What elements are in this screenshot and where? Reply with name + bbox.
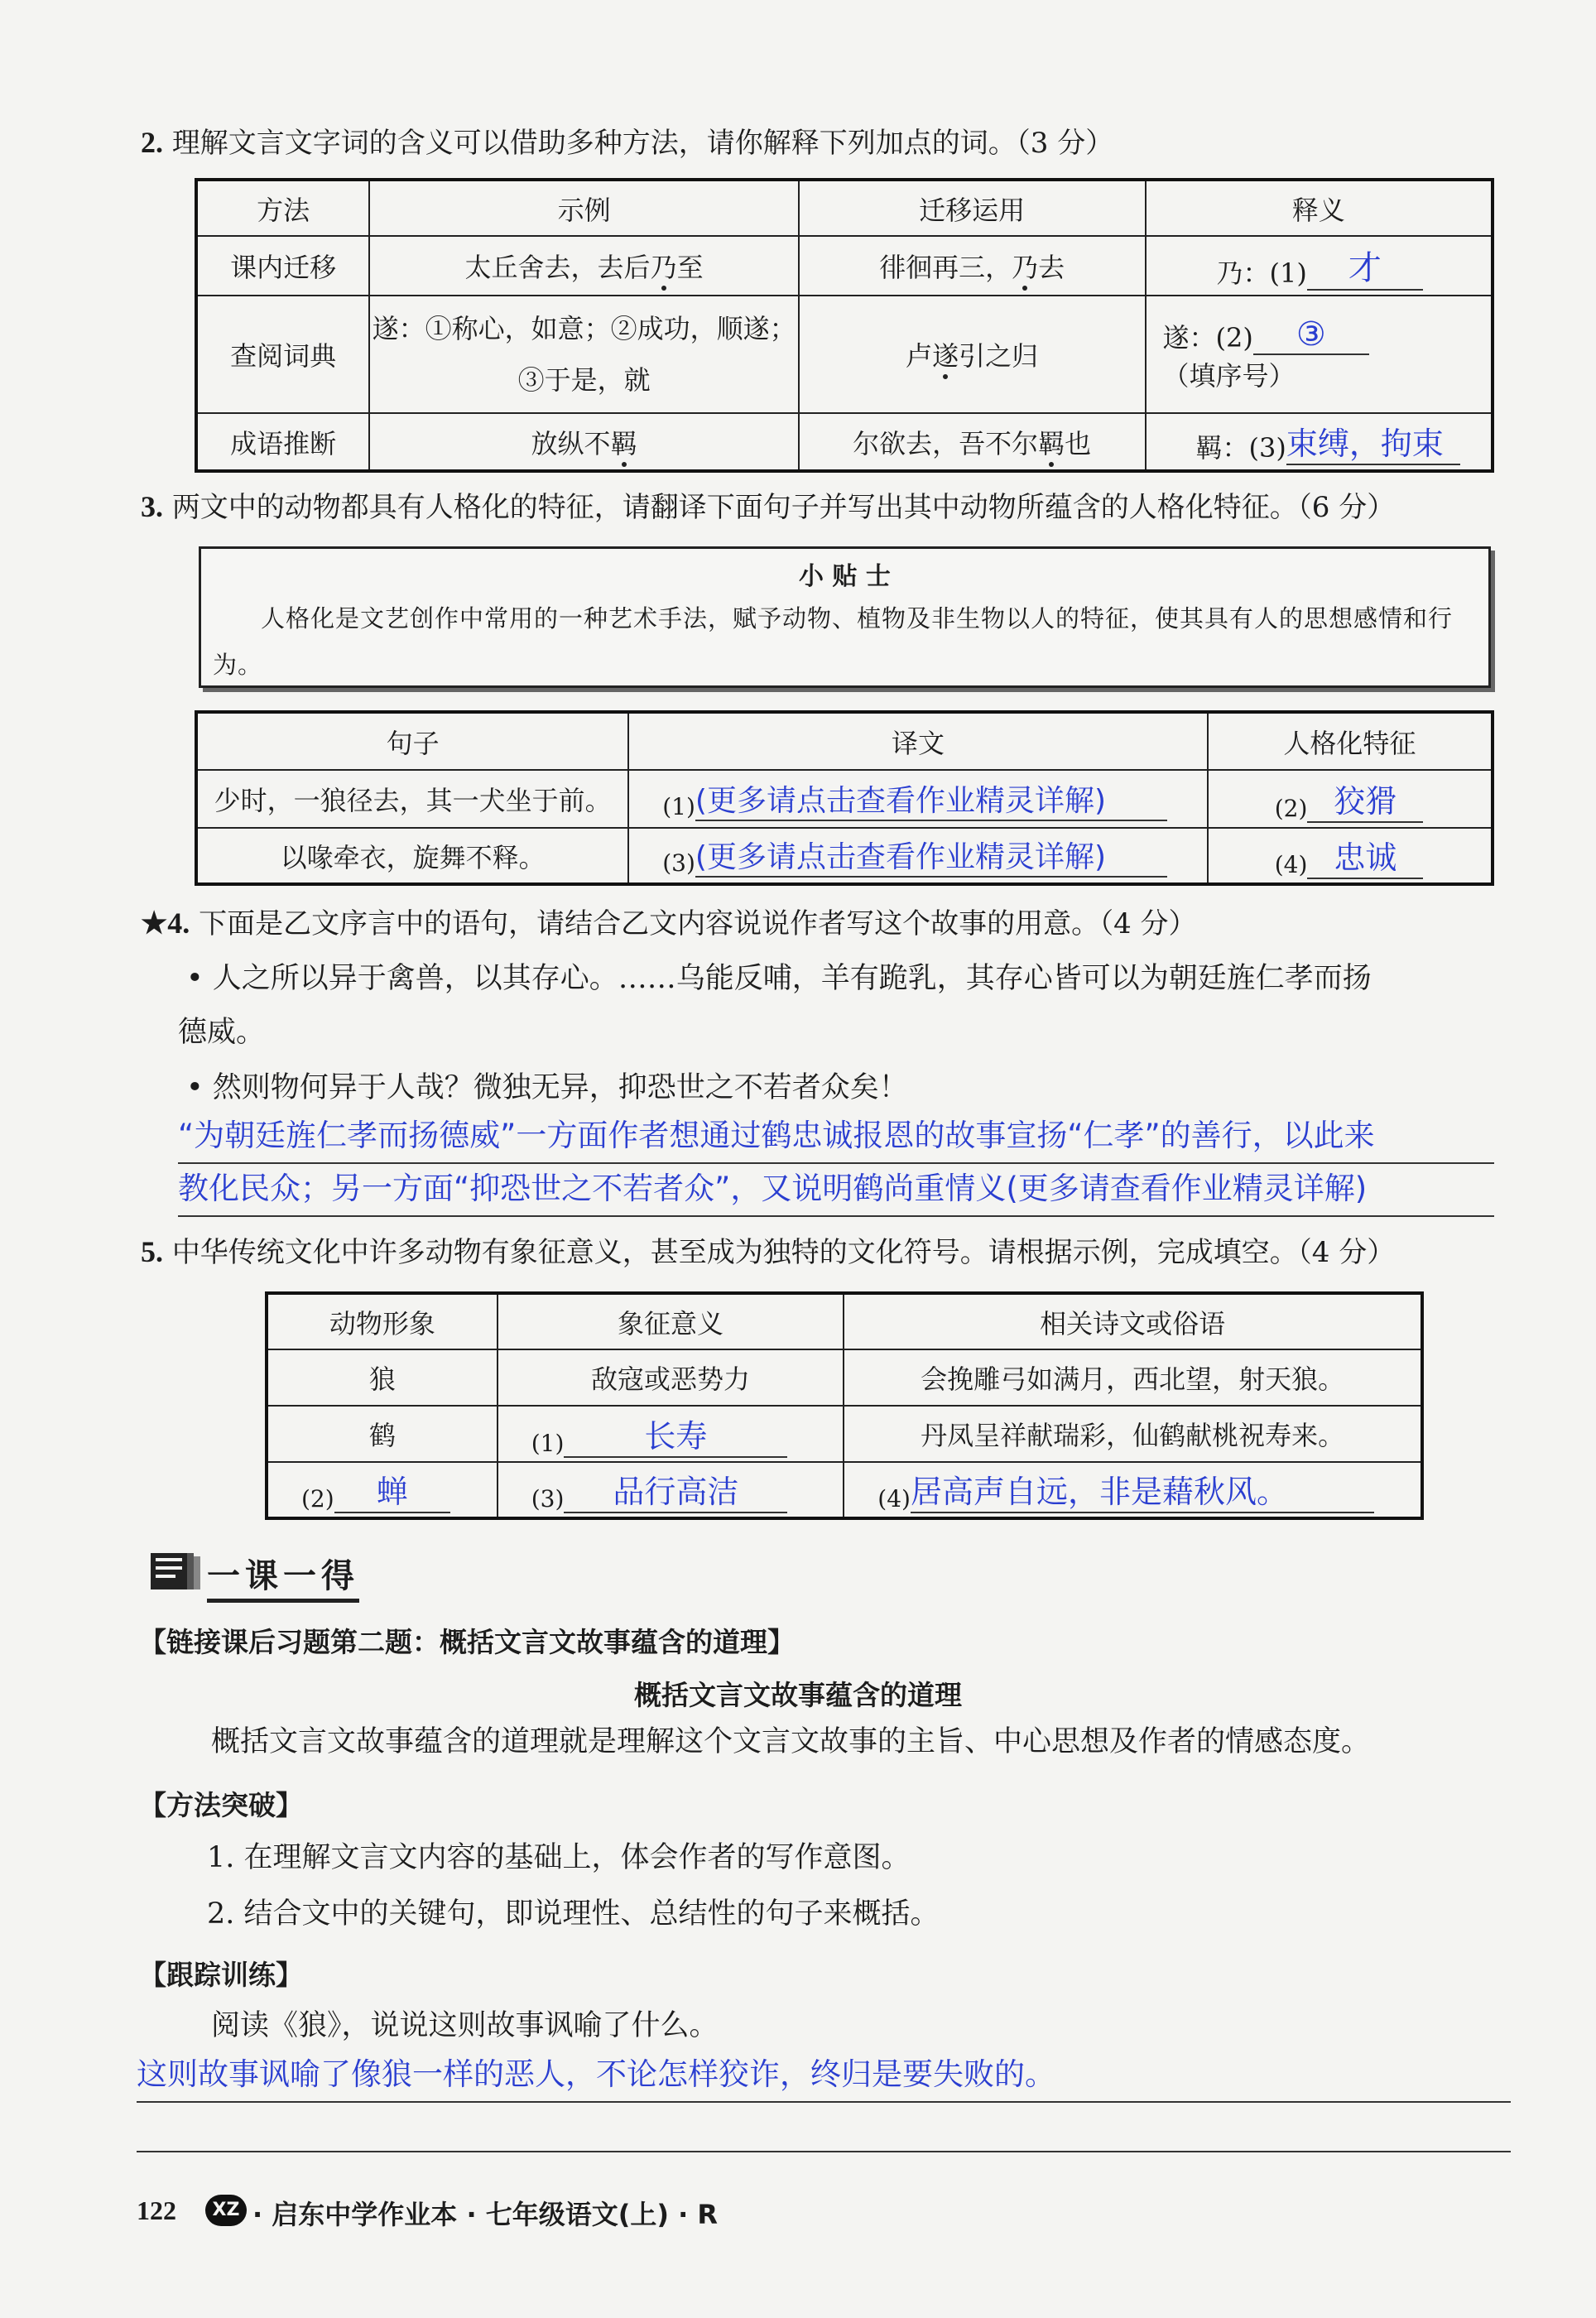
- q5-meaning-cell: (1) 长寿: [498, 1406, 844, 1462]
- q4-quote-1-cont: 德威。: [178, 1016, 266, 1049]
- q2-method: 成语推断: [196, 413, 369, 471]
- method-label: 【方法突破】: [139, 1789, 303, 1821]
- q2-example: 放纵不羁: [369, 413, 798, 471]
- practice-answer: 这则故事讽喻了像狼一样的恶人，不论怎样狡诈，终归是要失败的。: [137, 2051, 1511, 2103]
- q3-answer-1[interactable]: (更多请点击查看作业精灵详解): [695, 783, 1107, 818]
- q3-feature-cell: (2) 狡猾: [1208, 770, 1493, 828]
- q2-answer-cell: 乃：(1) 才: [1146, 236, 1493, 296]
- q2-answer-3: 束缚，拘束: [1286, 426, 1444, 462]
- q2-header-row: [196, 180, 1493, 236]
- footer-title: · 启东中学作业本 · 七年级语文(上) · R: [252, 2199, 719, 2230]
- q3-sentence: 以喙牵衣，旋舞不释。: [196, 828, 628, 884]
- q4-prompt: ★4. 下面是乙文序言中的语句，请结合乙文内容说说作者写这个故事的用意。（4 分）: [141, 907, 1197, 940]
- q4-quote-1: • 人之所以异于禽兽，以其存心。……乌能反哺，羊有跪乳，其存心皆可以为朝廷旌仁孝而扬: [186, 962, 1372, 995]
- q5-animal: 鹤: [267, 1406, 498, 1462]
- q5-poem: 丹凤呈祥献瑞彩，仙鹤献桃祝寿来。: [844, 1406, 1422, 1462]
- method-item: 2. 结合文中的关键句，即说理性、总结性的句子来概括。: [207, 1897, 940, 1931]
- emphasis-char: 羁: [610, 427, 637, 459]
- q3-feature-cell: (4) 忠诚: [1208, 828, 1493, 884]
- q3-sentence: 少时，一狼径去，其一犬坐于前。: [196, 770, 628, 828]
- q2-row: [196, 236, 1493, 296]
- q3-table: [195, 710, 1494, 886]
- q3-translation-cell: (3)(更多请点击查看作业精灵详解): [628, 828, 1207, 884]
- q2-transfer: 徘徊再三，乃去: [799, 236, 1146, 296]
- q2-method: 课内迁移: [196, 236, 369, 296]
- q3-row: [196, 828, 1493, 884]
- lesson-header: [147, 1548, 205, 1598]
- q2-row: [196, 296, 1493, 413]
- q2-row: [196, 413, 1493, 471]
- q2-answer-cell: 遂：(2) ③（填序号）: [1146, 296, 1493, 413]
- q2-table: [195, 178, 1494, 473]
- q2-example: 遂：①称心，如意；②成功，顺遂； ③于是，就: [369, 296, 798, 413]
- xz-logo: XZ: [205, 2195, 247, 2226]
- lesson-intro: 概括文言文故事蕴含的道理就是理解这个文言文故事的主旨、中心思想及作者的情感态度。: [211, 1725, 1371, 1758]
- q3-answer-2: 狡猾: [1334, 782, 1397, 820]
- page-number: 122: [137, 2195, 176, 2225]
- q5-meaning-cell: (3) 品行高洁: [498, 1462, 844, 1518]
- q3-header: 译文: [628, 712, 1207, 770]
- q5-header-row: [267, 1293, 1422, 1349]
- practice-question: 阅读《狼》，说说这则故事讽喻了什么。: [211, 2009, 719, 2042]
- q3-row: [196, 770, 1493, 828]
- q5-animal-cell: (2) 蝉: [267, 1462, 498, 1518]
- q5-answer-4: 居高声自远，非是藉秋风。: [910, 1474, 1288, 1510]
- emphasis-char: 羁: [1038, 427, 1065, 459]
- q5-poem: 会挽雕弓如满月，西北望，射天狼。: [844, 1349, 1422, 1406]
- practice-label: 【跟踪训练】: [139, 1959, 303, 1991]
- method-item: 1. 在理解文言文内容的基础上，体会作者的写作意图。: [207, 1841, 911, 1874]
- q4-answer-line-2[interactable]: 教化民众；另一方面“抑恐世之不若者众”，又说明鹤尚重情义(更多请查看作业精灵详解): [178, 1166, 1494, 1217]
- q2-answer-2: ③: [1296, 315, 1326, 353]
- q5-prompt: 5. 中华传统文化中许多动物有象征意义，甚至成为独特的文化符号。请根据示例，完成填空。（4 分）: [141, 1235, 1396, 1269]
- q5-row: [267, 1349, 1422, 1406]
- q5-header: 象征意义: [498, 1293, 844, 1349]
- q3-header: 句子: [196, 712, 628, 770]
- q5-row: [267, 1406, 1422, 1462]
- q2-header: 示例: [369, 180, 798, 236]
- q5-answer-1: 长寿: [644, 1417, 708, 1455]
- blank-line: [137, 2151, 1511, 2152]
- q4-quote-2: • 然则物何异于人哉？微独无异，抑恐世之不若者众矣！: [186, 1071, 908, 1104]
- q3-answer-4: 忠诚: [1334, 839, 1397, 876]
- q2-header: 迁移运用: [799, 180, 1146, 236]
- q2-header: 释义: [1146, 180, 1493, 236]
- lesson-subtitle: 概括文言文故事蕴含的道理: [634, 1679, 962, 1711]
- q5-answer-3: 品行高洁: [613, 1474, 739, 1510]
- q2-transfer: 尔欲去，吾不尔羁也: [799, 413, 1146, 471]
- q5-meaning: 敌寇或恶势力: [498, 1349, 844, 1406]
- q2-prompt: 2. 理解文言文字词的含义可以借助多种方法，请你解释下列加点的词。（3 分）: [141, 126, 1114, 160]
- q3-answer-3[interactable]: (更多请点击查看作业精灵详解): [695, 840, 1107, 874]
- lesson-link: 【链接课后习题第二题：概括文言文故事蕴含的道理】: [139, 1626, 795, 1658]
- q2-method: 查阅词典: [196, 296, 369, 413]
- q5-answer-2: 蝉: [376, 1474, 408, 1510]
- q2-example: 太丘舍去，去后乃至: [369, 236, 798, 296]
- q4-answer-line-1: “为朝廷旌仁孝而扬德威”一方面作者想通过鹤忠诚报恩的故事宣扬“仁孝”的善行，以此来: [178, 1113, 1494, 1164]
- q5-animal: 狼: [267, 1349, 498, 1406]
- q3-translation-cell: (1)(更多请点击查看作业精灵详解): [628, 770, 1207, 828]
- q5-table: [265, 1291, 1424, 1520]
- q2-header: 方法: [196, 180, 369, 236]
- q5-header: 相关诗文或俗语: [844, 1293, 1422, 1349]
- emphasis-char: 乃: [1012, 252, 1039, 283]
- q5-header: 动物形象: [267, 1293, 498, 1349]
- tip-box: [199, 546, 1491, 688]
- q2-answer-1: 才: [1348, 248, 1382, 287]
- q5-row: [267, 1462, 1422, 1518]
- q3-header: 人格化特征: [1208, 712, 1493, 770]
- q3-prompt: 3. 两文中的动物都具有人格化的特征，请翻译下面句子并写出其中动物所蕴含的人格化特征。（6 分）: [141, 490, 1396, 524]
- emphasis-char: 乃: [650, 252, 677, 283]
- lesson-title: 一课一得: [207, 1550, 359, 1603]
- q2-transfer: 卢遂引之归: [799, 296, 1146, 413]
- q3-header-row: [196, 712, 1493, 770]
- q5-poem-cell: (4)居高声自远，非是藉秋风。: [844, 1462, 1422, 1518]
- emphasis-char: 遂: [932, 340, 959, 372]
- tip-title: 小 贴 士: [799, 562, 891, 591]
- q2-answer-cell: 羁：(3)束缚，拘束: [1146, 413, 1493, 471]
- book-icon: [147, 1548, 205, 1594]
- tip-text: 人格化是文艺创作中常用的一种艺术手法，赋予动物、植物及非生物以人的特征，使其具有人的思想感情和行为。: [213, 604, 1454, 679]
